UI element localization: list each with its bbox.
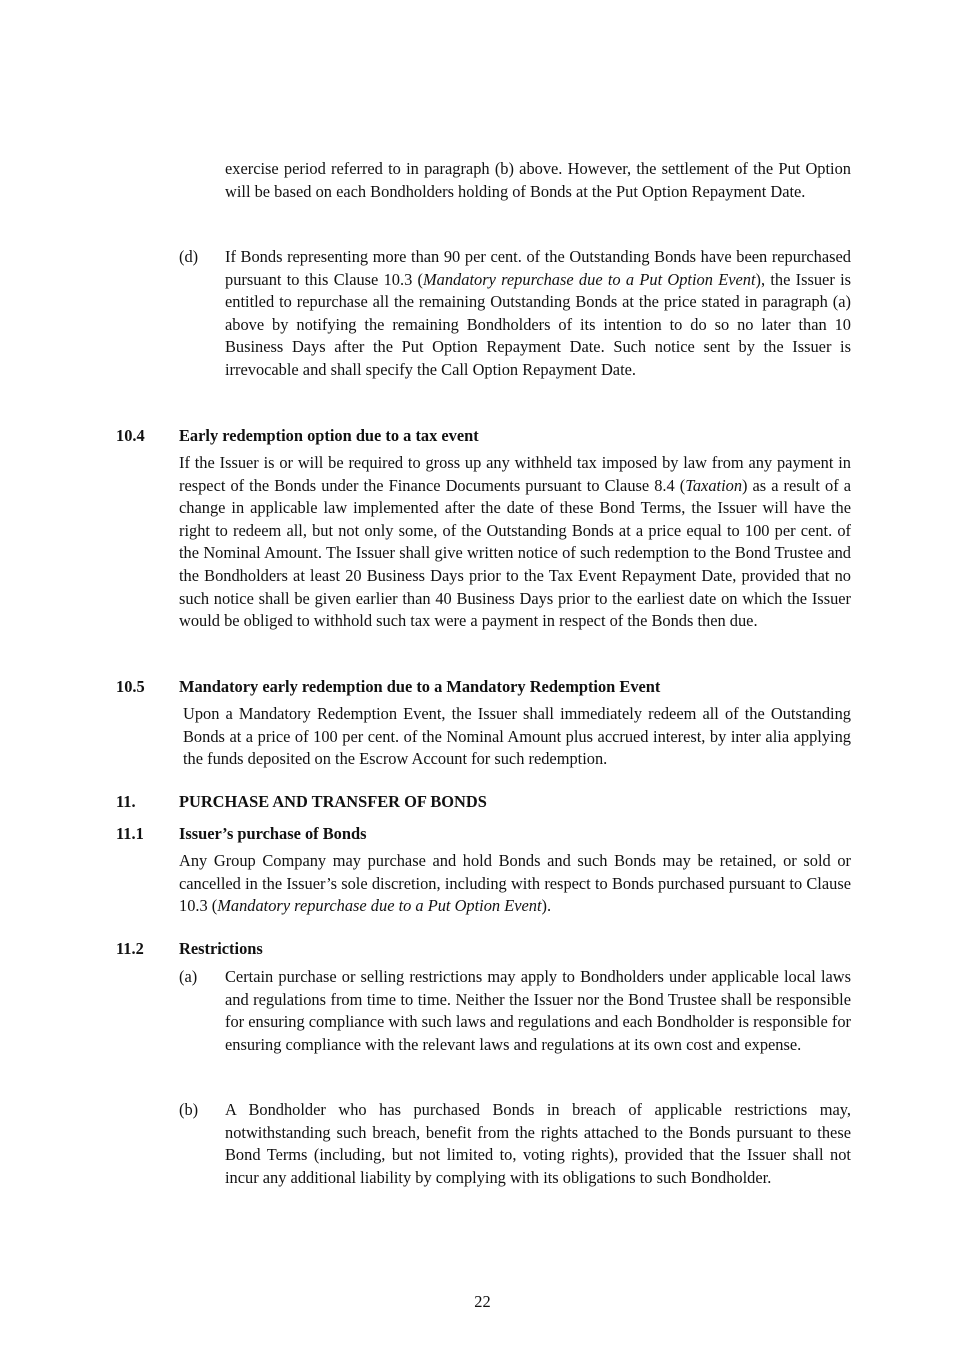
continuation-paragraph bbox=[225, 158, 851, 203]
section-number-11: 11. bbox=[116, 792, 136, 811]
text-run: ), the Issuer is entitled to repurchase all the remaining Outstanding Bonds at the price stated in paragraph (a) above by notifying the remaining Bondholders of its intention to do so no later than 10 Business Days after the Put Option Repayment Date. Such notice sent by the Issuer is irrevocable and shall specify the Call Option Repayment Date. bbox=[225, 269, 851, 379]
section-11-2-item-b bbox=[225, 1099, 851, 1189]
section-title-11: PURCHASE AND TRANSFER OF BONDS bbox=[179, 792, 487, 811]
section-10-5-body bbox=[183, 703, 851, 771]
section-title-10-5: Mandatory early redemption due to a Mandatory Redemption Event bbox=[179, 677, 661, 696]
continuation-text: exercise period referred to in paragraph (b) above. However, the settlement of the Put Option will be based on each Bondholders holding of Bonds at the Put Option Repayment Date. bbox=[225, 159, 851, 201]
clause-reference-italic: Mandatory repurchase due to a Put Option Event bbox=[217, 896, 542, 916]
section-title-10-4: Early redemption option due to a tax event bbox=[179, 426, 479, 445]
text-run: If Bonds representing more than 90 per cent. of the Outstanding Bonds have been repurchased pursuant to this Clause 10.3 ( bbox=[225, 247, 851, 289]
section-number-10-5: 10.5 bbox=[116, 677, 145, 696]
text-run: ). bbox=[541, 896, 552, 916]
page-number: 22 bbox=[474, 1292, 491, 1311]
section-11-1-text bbox=[179, 850, 851, 918]
section-10-4-text bbox=[179, 452, 851, 633]
item-label-d: (d) bbox=[179, 247, 199, 266]
text-run: If the Issuer is or will be required to gross up any withheld tax imposed by law from any payment in respect of the Bonds under the Finance Documents pursuant to Clause 8.4 ( bbox=[179, 453, 851, 495]
section-number-10-4: 10.4 bbox=[116, 426, 145, 445]
section-number-11-1: 11.1 bbox=[116, 824, 144, 843]
item-label-b: (b) bbox=[179, 1100, 199, 1119]
section-11-2-item-a bbox=[225, 966, 851, 1056]
section-11-2-item-b-text: A Bondholder who has purchased Bonds in breach of applicable restrictions may, notwithstanding such breach, benefit from the rights attached to the Bonds pursuant to these Bond Terms (including, but not limited to, voting rights), provided that the Issuer shall not incur any additional liability by complying with its obligations to such Bondholder. bbox=[225, 1100, 851, 1187]
clause-reference-italic: Taxation bbox=[685, 475, 743, 495]
section-10-5-text: Upon a Mandatory Redemption Event, the Issuer shall immediately redeem all of the Outstanding Bonds at a price of 100 per cent. of the Nominal Amount plus accrued interest, by inter alia applying the funds deposited on the Escrow Account for such redemption. bbox=[183, 704, 851, 769]
section-11-2-item-a-text: Certain purchase or selling restrictions may apply to Bondholders under applicable local laws and regulations from time to time. Neither the Issuer nor the Bond Trustee shall be responsible for ensuring compliance with such laws and regulations and each Bondholder is responsible for ensuring compliance with the relevant laws and regulations at its own cost and expense. bbox=[225, 967, 851, 1054]
section-11-1-body bbox=[179, 850, 851, 918]
clause-reference-italic: Mandatory repurchase due to a Put Option Event bbox=[423, 269, 756, 289]
paragraph-10-3-d-text bbox=[225, 246, 851, 382]
text-run: ) as a result of a change in applicable law implemented after the date of these Bond Terms, the Issuer will have the right to redeem all, but not only some, of the Outstanding Bonds at a price equal to 100 per cent. of the Nominal Amount. The Issuer shall give written notice of such redemption to the Bond Trustee and the Bondholders at least 20 Business Days prior to the Tax Event Repayment Date, provided that no such notice shall be given earlier than 40 Business Days prior to the earliest date on which the Issuer would be obliged to withhold such tax were a payment in respect of the Bonds then due. bbox=[179, 475, 851, 631]
paragraph-10-3-d bbox=[225, 246, 851, 382]
item-label-a: (a) bbox=[179, 967, 198, 986]
section-title-11-2: Restrictions bbox=[179, 939, 263, 958]
text-run: Any Group Company may purchase and hold Bonds and such Bonds may be retained, or sold or cancelled in the Issuer’s sole discretion, including with respect to Bonds purchased pursuant to Clause 10.3 ( bbox=[179, 851, 851, 916]
section-10-4-body bbox=[179, 452, 851, 633]
section-title-11-1: Issuer’s purchase of Bonds bbox=[179, 824, 367, 843]
section-number-11-2: 11.2 bbox=[116, 939, 144, 958]
